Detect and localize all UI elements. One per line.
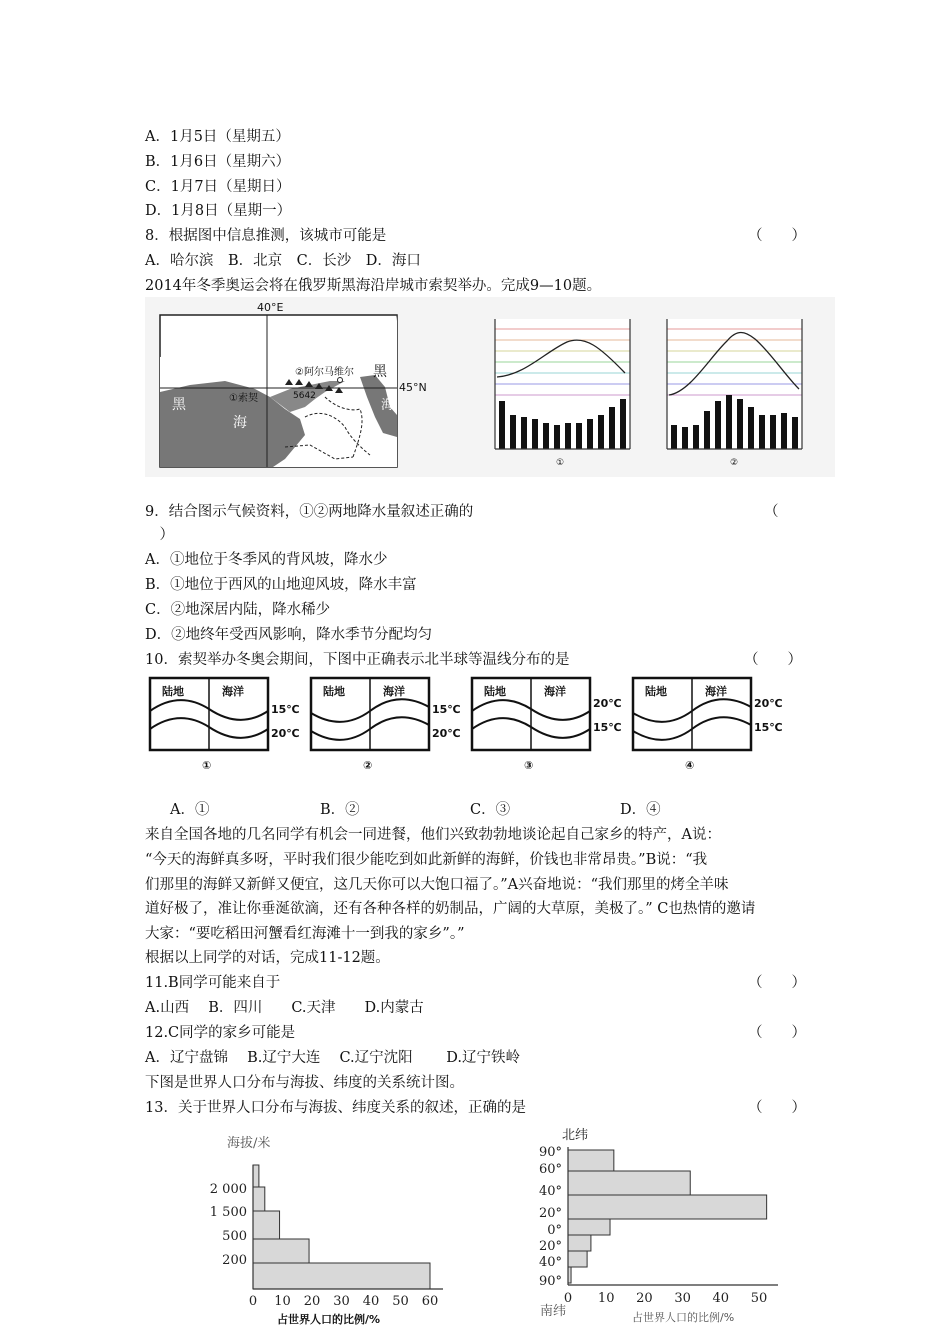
text-line: A．辽宁盘锦 B.辽宁大连 C.辽宁沈阳 D.辽宁铁岭: [145, 1050, 520, 1066]
map-sea-right-1: 黑: [373, 364, 387, 380]
elevation-xtick: 0: [248, 1294, 258, 1309]
iso-land-label: 陆地: [162, 685, 184, 698]
iso-temp-top: 20℃: [754, 697, 783, 710]
precip-bar: [565, 423, 571, 449]
precip-bar: [532, 419, 538, 449]
text-line: A．①地位于冬季风的背风坡，降水少: [145, 552, 388, 568]
answer-paren: （ ）: [744, 652, 802, 668]
iso-temp-bottom: 15℃: [754, 721, 783, 734]
text-line: 们那里的海鲜又新鲜又便宜，这几天你可以大饱口福了。”A兴奋地说：“我们那里的烤全羊味: [145, 877, 729, 893]
answer-paren: （ ）: [748, 228, 806, 244]
text-line: 大家：“要吃稻田河蟹看红海滩十一到我的家乡”。”: [145, 926, 465, 942]
isotherm-panel: [472, 678, 622, 772]
iso-ocean-label: 海洋: [222, 685, 244, 698]
precip-bar: [737, 399, 743, 449]
elevation-bar: [253, 1211, 280, 1239]
latitude-ytick: 40°: [538, 1255, 562, 1270]
map-sea-left-2: 海: [233, 415, 247, 431]
text-line: 9．结合图示气候资料，①②两地降水量叙述正确的: [145, 504, 474, 520]
q10-option: C．③: [470, 802, 511, 818]
black-sea-map: [160, 301, 427, 467]
text-line: “今天的海鲜真多呀，平时我们很少能吃到如此新鲜的海鲜，价钱也非常昂贵。”B说：“我: [145, 852, 708, 868]
elevation-bar: [253, 1187, 265, 1211]
elevation-xtick: 50: [392, 1294, 409, 1309]
precip-bar: [576, 423, 582, 449]
latitude-xtick: 10: [597, 1291, 615, 1306]
elevation-xtick: 60: [421, 1294, 439, 1309]
precip-bar: [609, 407, 615, 449]
iso-temp-bottom: 15℃: [593, 721, 622, 734]
iso-land-label: 陆地: [323, 685, 345, 698]
precip-bar: [554, 425, 560, 449]
text-line: A.山西 B．四川 C.天津 D.内蒙古: [145, 1000, 424, 1016]
latitude-ytick: 20°: [538, 1239, 562, 1254]
iso-ocean-label: 海洋: [705, 685, 727, 698]
elevation-xlabel: 占世界人口的比例/%: [277, 1313, 381, 1326]
isotherm-panel: [633, 678, 783, 772]
precip-bar: [521, 417, 527, 449]
latitude-xtick: 30: [674, 1291, 691, 1306]
text-line: 根据以上同学的对话，完成11-12题。: [145, 950, 390, 966]
iso-temp-top: 15℃: [432, 703, 461, 716]
isotherm-panel: [150, 678, 300, 772]
text-line: C．②地深居内陆，降水稀少: [145, 602, 331, 618]
iso-panel-number: ③: [524, 759, 534, 772]
latitude-bar: [568, 1251, 587, 1267]
latitude-ytick: 0°: [547, 1223, 562, 1238]
iso-temp-top: 20℃: [593, 697, 622, 710]
text-line: 8．根据图中信息推测，该城市可能是: [145, 228, 387, 244]
precip-bar: [543, 423, 549, 449]
latitude-ylabel-south: 南纬: [540, 1304, 567, 1319]
text-line: 来自全国各地的几名同学有机会一同进餐，他们兴致勃勃地谈论起自己家乡的特产，A说：: [145, 827, 721, 843]
sochi-map-figure: [145, 297, 835, 477]
isotherm-panel: [311, 678, 461, 772]
iso-ocean-label: 海洋: [544, 685, 566, 698]
iso-temp-bottom: 20℃: [432, 727, 461, 740]
answer-paren: （ ）: [748, 1100, 806, 1116]
isotherm-panels-figure: [145, 673, 785, 775]
precip-bar: [792, 417, 798, 449]
latitude-xtick: 20: [636, 1291, 653, 1306]
precip-bar: [770, 415, 776, 449]
latitude-xtick: 0: [563, 1291, 573, 1306]
answer-paren: （: [764, 504, 779, 520]
q10-option: B．②: [320, 802, 360, 818]
latitude-bar: [568, 1219, 610, 1235]
elevation-bar: [253, 1165, 259, 1187]
text-line: D．②地终年受西风影响，降水季节分配均匀: [145, 627, 433, 643]
precip-bar: [781, 413, 787, 449]
latitude-xlabel: 占世界人口的比例/%: [632, 1311, 735, 1324]
elevation-ytick: 1 500: [209, 1205, 247, 1220]
text-line: A．哈尔滨 B．北京 C．长沙 D．海口: [145, 253, 421, 269]
elevation-ytick: 500: [222, 1229, 247, 1244]
text-line: B．1月6日（星期六）: [145, 154, 291, 170]
precip-bar: [693, 425, 699, 449]
latitude-bar: [568, 1150, 614, 1171]
precip-bar: [671, 425, 677, 449]
elevation-xtick: 30: [333, 1294, 350, 1309]
latitude-ytick: 90°: [538, 1145, 562, 1160]
iso-temp-top: 15℃: [271, 703, 300, 716]
precip-bar: [748, 407, 754, 449]
elevation-ytick: 200: [222, 1253, 247, 1268]
elevation-bar: [253, 1239, 309, 1263]
iso-land-label: 陆地: [484, 685, 506, 698]
answer-paren: （ ）: [748, 1025, 806, 1041]
latitude-population-chart: [520, 1125, 790, 1330]
elevation-xtick: 10: [274, 1294, 291, 1309]
text-line: ）: [145, 527, 174, 543]
iso-panel-number: ②: [363, 759, 373, 772]
iso-panel-number: ①: [202, 759, 212, 772]
text-line: 11.B同学可能来自于: [145, 975, 281, 991]
text-line: 12.C同学的家乡可能是: [145, 1025, 296, 1041]
latitude-bar: [568, 1235, 591, 1251]
elevation-ylabel: 海拔/米: [227, 1136, 271, 1151]
precip-bar: [759, 415, 765, 449]
precip-bar: [682, 427, 688, 449]
latitude-ytick: 20°: [538, 1206, 562, 1221]
elevation-bar: [253, 1263, 430, 1289]
precip-bar: [620, 399, 626, 449]
latitude-bar: [568, 1195, 767, 1219]
text-line: B．①地位于西风的山地迎风坡，降水丰富: [145, 577, 417, 593]
text-line: 10．索契举办冬奥会期间，下图中正确表示北半球等温线分布的是: [145, 652, 570, 668]
precip-bar: [510, 415, 516, 449]
latitude-bar: [568, 1171, 690, 1195]
elevation-xtick: 20: [303, 1294, 321, 1309]
map-peak-elevation: 5642: [293, 391, 316, 401]
elevation-ytick: 2 000: [209, 1182, 247, 1197]
map-city-sochi: ①索契: [229, 393, 258, 404]
precip-bar: [704, 411, 710, 449]
map-lat-label: 45°N: [399, 381, 427, 394]
latitude-ytick: 60°: [538, 1162, 562, 1177]
precip-bar: [499, 401, 505, 449]
precip-bar: [598, 415, 604, 449]
text-line: 道好极了，准让你垂涎欲滴，还有各种各样的奶制品，广阔的大草原，美极了。” C也热情的邀请: [145, 901, 756, 917]
elevation-xtick: 40: [362, 1294, 380, 1309]
text-line: 2014年冬季奥运会将在俄罗斯黑海沿岸城市索契举办。完成9—10题。: [145, 278, 602, 294]
iso-land-label: 陆地: [645, 685, 667, 698]
latitude-xtick: 40: [712, 1291, 730, 1306]
q10-option: D．④: [620, 802, 661, 818]
climate-chart-2-label: ②: [730, 458, 739, 468]
iso-panel-number: ④: [685, 759, 695, 772]
map-lon-label: 40°E: [257, 301, 284, 314]
q10-options: [170, 800, 770, 820]
answer-paren: （ ）: [748, 975, 806, 991]
precip-bar: [726, 395, 732, 449]
precip-bar: [587, 419, 593, 449]
text-line: 下图是世界人口分布与海拔、纬度的关系统计图。: [145, 1075, 464, 1091]
map-sea-left-1: 黑: [172, 397, 186, 413]
text-line: D．1月8日（星期一）: [145, 203, 292, 219]
text-line: C．1月7日（星期日）: [145, 179, 291, 195]
text-line: A．1月5日（星期五）: [145, 129, 290, 145]
map-sea-right-2: 海: [381, 398, 395, 413]
climate-chart-1: [495, 319, 630, 468]
latitude-ytick: 90°: [538, 1274, 562, 1289]
precip-bar: [715, 401, 721, 449]
climate-chart-1-label: ①: [556, 458, 565, 468]
latitude-ytick: 40°: [538, 1184, 562, 1199]
text-line: 13．关于世界人口分布与海拔、纬度关系的叙述，正确的是: [145, 1100, 526, 1116]
iso-temp-bottom: 20℃: [271, 727, 300, 740]
climate-chart-2: [667, 319, 802, 468]
latitude-ylabel-north: 北纬: [562, 1128, 589, 1143]
iso-ocean-label: 海洋: [383, 685, 405, 698]
latitude-xtick: 50: [750, 1291, 768, 1306]
q10-option: A．①: [170, 802, 210, 818]
elevation-population-chart: [209, 1125, 465, 1330]
map-city-armavir: ②阿尔马维尔: [295, 367, 354, 378]
